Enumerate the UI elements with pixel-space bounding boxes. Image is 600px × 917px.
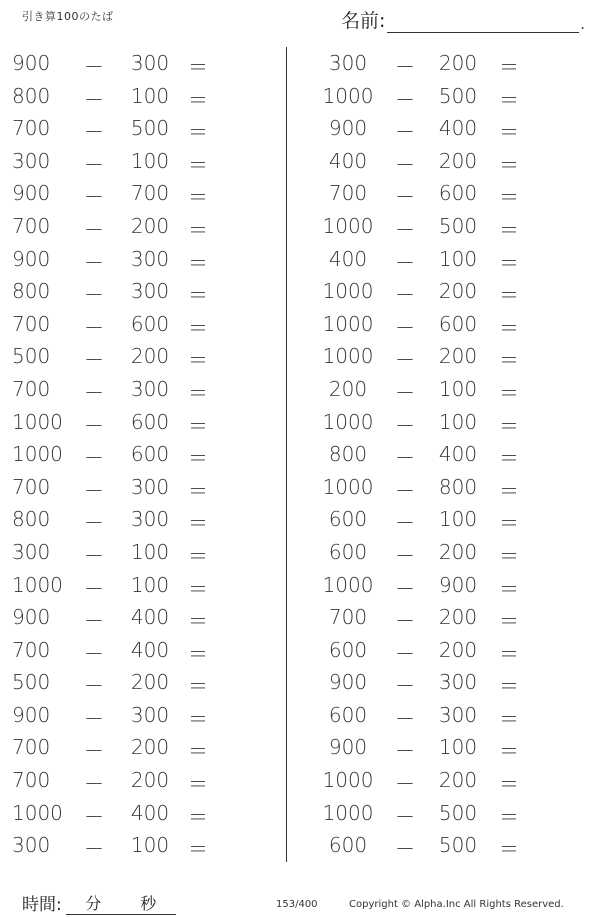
problem-row	[320, 438, 590, 471]
subtrahend: 300	[130, 279, 170, 304]
problem-row	[8, 569, 278, 602]
minuend: 600	[328, 507, 368, 532]
equals-sign: ＝	[499, 674, 519, 699]
equals-sign: ＝	[499, 87, 519, 112]
problem-row	[8, 47, 278, 80]
minuend: 1000	[322, 474, 374, 499]
minuend: 900	[12, 51, 51, 75]
equals-sign: ＝	[499, 478, 519, 503]
equals-sign: ＝	[499, 185, 519, 210]
subtrahend: 100	[438, 409, 478, 434]
minus-sign: －	[395, 348, 415, 373]
problem-row	[320, 666, 590, 699]
minuend: 1000	[322, 279, 374, 304]
minus-sign: －	[84, 87, 104, 112]
subtrahend: 100	[438, 735, 478, 760]
problem-row	[8, 601, 278, 634]
equals-sign: ＝	[188, 380, 208, 405]
minus-sign: －	[395, 87, 415, 112]
minuend: 1000	[12, 409, 63, 434]
minus-sign: －	[84, 120, 104, 145]
equals-sign: ＝	[188, 120, 208, 145]
equals-sign: ＝	[499, 55, 519, 79]
equals-sign: ＝	[499, 250, 519, 275]
right-problem-column	[320, 47, 590, 862]
problem-row	[8, 210, 278, 243]
subtrahend: 100	[438, 376, 478, 401]
problem-row	[320, 764, 590, 797]
minus-sign: －	[84, 152, 104, 177]
equals-sign: ＝	[188, 152, 208, 177]
minuend: 1000	[12, 800, 63, 825]
minuend: 700	[328, 181, 368, 206]
subtrahend: 200	[130, 213, 170, 238]
minus-sign: －	[84, 380, 104, 405]
subtrahend: 100	[438, 507, 478, 532]
minuend: 600	[328, 833, 368, 858]
minus-sign: －	[84, 283, 104, 308]
subtrahend: 100	[130, 833, 170, 858]
minus-sign: －	[395, 283, 415, 308]
subtrahend: 200	[130, 768, 170, 793]
problem-row	[8, 145, 278, 178]
minus-sign: －	[395, 772, 415, 797]
minus-sign: －	[84, 250, 104, 275]
minuend: 700	[12, 735, 51, 760]
minus-sign: －	[395, 674, 415, 699]
minuend: 900	[12, 181, 51, 206]
equals-sign: ＝	[188, 772, 208, 797]
minuend: 500	[12, 344, 51, 369]
minus-sign: －	[395, 55, 415, 79]
minuend: 1000	[12, 442, 63, 467]
minuend: 600	[328, 539, 368, 564]
problem-row	[8, 699, 278, 732]
minuend: 1000	[322, 409, 374, 434]
subtrahend: 200	[130, 735, 170, 760]
problem-row	[8, 243, 278, 276]
problem-row	[320, 145, 590, 178]
subtrahend: 100	[130, 148, 170, 173]
subtrahend: 500	[438, 213, 478, 238]
equals-sign: ＝	[188, 413, 208, 438]
equals-sign: ＝	[499, 152, 519, 177]
problem-row	[320, 601, 590, 634]
minus-sign: －	[84, 804, 104, 829]
subtrahend: 800	[438, 474, 478, 499]
problem-row	[320, 829, 590, 862]
subtrahend: 300	[130, 376, 170, 401]
subtrahend: 900	[438, 572, 478, 597]
minus-sign: －	[84, 543, 104, 568]
minus-sign: －	[84, 217, 104, 242]
minuend: 900	[328, 735, 368, 760]
minus-sign: －	[395, 413, 415, 438]
equals-sign: ＝	[499, 380, 519, 405]
problem-row	[8, 536, 278, 569]
problem-row	[320, 797, 590, 830]
problem-row	[8, 373, 278, 406]
subtrahend: 600	[438, 181, 478, 206]
equals-sign: ＝	[499, 772, 519, 797]
equals-sign: ＝	[188, 217, 208, 242]
problem-row	[8, 308, 278, 341]
name-blank-line[interactable]	[387, 12, 579, 33]
equals-sign: ＝	[499, 283, 519, 308]
minuend: 800	[328, 442, 368, 467]
problem-row	[8, 340, 278, 373]
minus-sign: －	[84, 739, 104, 764]
problem-row	[8, 764, 278, 797]
problem-row	[320, 731, 590, 764]
subtrahend: 200	[438, 51, 478, 75]
minuend: 700	[12, 311, 51, 336]
problem-row	[8, 112, 278, 145]
equals-sign: ＝	[188, 804, 208, 829]
minuend: 700	[12, 768, 51, 793]
minuend: 800	[12, 507, 51, 532]
subtrahend: 200	[438, 279, 478, 304]
problem-row	[320, 634, 590, 667]
subtrahend: 400	[438, 442, 478, 467]
minuend: 800	[12, 83, 51, 108]
minus-sign: －	[395, 446, 415, 471]
subtrahend: 300	[130, 51, 170, 75]
problem-row	[320, 536, 590, 569]
minus-sign: －	[395, 837, 415, 862]
problem-row	[8, 177, 278, 210]
minus-sign: －	[395, 739, 415, 764]
equals-sign: ＝	[499, 739, 519, 764]
subtrahend: 100	[130, 83, 170, 108]
minus-sign: －	[395, 478, 415, 503]
minuend: 900	[12, 246, 51, 271]
equals-sign: ＝	[188, 55, 208, 79]
minuend: 300	[328, 51, 368, 75]
problem-row	[320, 80, 590, 113]
minus-sign: －	[395, 543, 415, 568]
equals-sign: ＝	[499, 543, 519, 568]
equals-sign: ＝	[188, 706, 208, 731]
equals-sign: ＝	[188, 446, 208, 471]
minus-sign: －	[395, 706, 415, 731]
problem-row	[8, 80, 278, 113]
minus-sign: －	[84, 413, 104, 438]
equals-sign: ＝	[188, 576, 208, 601]
problem-row	[320, 406, 590, 439]
equals-sign: ＝	[188, 609, 208, 634]
equals-sign: ＝	[188, 250, 208, 275]
column-divider	[286, 47, 287, 862]
minus-sign: －	[84, 609, 104, 634]
minus-sign: －	[84, 348, 104, 373]
minuend: 700	[328, 605, 368, 630]
subtrahend: 500	[130, 116, 170, 141]
minus-sign: －	[84, 315, 104, 340]
subtrahend: 200	[130, 344, 170, 369]
subtrahend: 400	[130, 605, 170, 630]
equals-sign: ＝	[188, 739, 208, 764]
minus-sign: －	[84, 446, 104, 471]
minus-sign: －	[84, 706, 104, 731]
minuend: 700	[12, 213, 51, 238]
minus-sign: －	[395, 380, 415, 405]
equals-sign: ＝	[188, 87, 208, 112]
minuend: 800	[12, 279, 51, 304]
problem-row	[8, 829, 278, 862]
subtrahend: 400	[130, 800, 170, 825]
problem-row	[8, 731, 278, 764]
equals-sign: ＝	[188, 674, 208, 699]
subtrahend: 300	[130, 507, 170, 532]
subtrahend: 200	[438, 768, 478, 793]
minus-sign: －	[395, 120, 415, 145]
problem-row	[320, 569, 590, 602]
problem-row	[8, 634, 278, 667]
minuend: 1000	[322, 344, 374, 369]
minuend: 600	[328, 702, 368, 727]
problem-row	[320, 47, 590, 80]
equals-sign: ＝	[499, 217, 519, 242]
minuend: 1000	[322, 572, 374, 597]
problem-row	[320, 308, 590, 341]
minus-sign: －	[84, 772, 104, 797]
problem-row	[320, 177, 590, 210]
subtrahend: 600	[130, 311, 170, 336]
minus-sign: －	[84, 837, 104, 862]
minus-sign: －	[84, 185, 104, 210]
problem-row	[320, 210, 590, 243]
problem-row	[320, 699, 590, 732]
equals-sign: ＝	[499, 348, 519, 373]
problem-row	[320, 112, 590, 145]
minuend: 400	[328, 148, 368, 173]
subtrahend: 300	[130, 474, 170, 499]
minus-sign: －	[395, 641, 415, 666]
time-field	[22, 890, 176, 915]
subtrahend: 600	[130, 442, 170, 467]
equals-sign: ＝	[188, 511, 208, 536]
problem-row	[8, 275, 278, 308]
minuend: 1000	[12, 572, 63, 597]
equals-sign: ＝	[499, 315, 519, 340]
equals-sign: ＝	[188, 641, 208, 666]
minuend: 300	[12, 833, 51, 858]
problem-row	[320, 243, 590, 276]
problem-row	[320, 340, 590, 373]
subtrahend: 400	[130, 637, 170, 662]
subtrahend: 500	[438, 800, 478, 825]
subtrahend: 200	[438, 148, 478, 173]
subtrahend: 200	[130, 670, 170, 695]
subtrahend: 400	[438, 116, 478, 141]
problem-row	[8, 503, 278, 536]
equals-sign: ＝	[499, 446, 519, 471]
subtrahend: 300	[130, 702, 170, 727]
time-label: 時間:	[22, 895, 62, 915]
name-field	[341, 6, 585, 33]
minuend: 1000	[322, 213, 374, 238]
problem-row	[8, 438, 278, 471]
minuend: 1000	[322, 83, 374, 108]
minuend: 500	[12, 670, 51, 695]
minus-sign: －	[395, 511, 415, 536]
time-blank-line[interactable]	[66, 891, 176, 915]
minuend: 900	[328, 670, 368, 695]
equals-sign: ＝	[499, 804, 519, 829]
problem-row	[320, 471, 590, 504]
equals-sign: ＝	[188, 348, 208, 373]
seconds-label: 秒	[140, 894, 157, 913]
minus-sign: －	[395, 576, 415, 601]
minuend: 1000	[322, 768, 374, 793]
minuend: 900	[328, 116, 368, 141]
minuend: 700	[12, 474, 51, 499]
minuend: 300	[12, 539, 51, 564]
problem-row	[8, 797, 278, 830]
worksheet-title: 引き算100のたば	[22, 10, 114, 23]
minuend: 900	[12, 702, 51, 727]
subtrahend: 300	[130, 246, 170, 271]
equals-sign: ＝	[499, 837, 519, 862]
equals-sign: ＝	[188, 283, 208, 308]
minus-sign: －	[84, 641, 104, 666]
minuend: 400	[328, 246, 368, 271]
subtrahend: 700	[130, 181, 170, 206]
subtrahend: 200	[438, 344, 478, 369]
equals-sign: ＝	[499, 641, 519, 666]
minus-sign: －	[84, 478, 104, 503]
left-problem-column	[8, 47, 278, 862]
subtrahend: 600	[130, 409, 170, 434]
subtrahend: 500	[438, 833, 478, 858]
minus-sign: －	[395, 315, 415, 340]
minus-sign: －	[395, 250, 415, 275]
minus-sign: －	[84, 674, 104, 699]
minus-sign: －	[395, 185, 415, 210]
equals-sign: ＝	[188, 185, 208, 210]
equals-sign: ＝	[499, 413, 519, 438]
subtrahend: 200	[438, 605, 478, 630]
problem-row	[320, 275, 590, 308]
minuend: 700	[12, 376, 51, 401]
minus-sign: －	[84, 55, 104, 79]
equals-sign: ＝	[499, 706, 519, 731]
problem-row	[8, 471, 278, 504]
minuend: 700	[12, 116, 51, 141]
minuend: 600	[328, 637, 368, 662]
minus-sign: －	[395, 217, 415, 242]
subtrahend: 100	[130, 539, 170, 564]
equals-sign: ＝	[188, 478, 208, 503]
subtrahend: 300	[438, 670, 478, 695]
minus-sign: －	[395, 152, 415, 177]
equals-sign: ＝	[188, 837, 208, 862]
subtrahend: 300	[438, 702, 478, 727]
equals-sign: ＝	[499, 609, 519, 634]
minuend: 200	[328, 376, 368, 401]
copyright-text: Copyright © Alpha.Inc All Rights Reserved.	[349, 899, 564, 910]
subtrahend: 500	[438, 83, 478, 108]
minus-sign: －	[84, 511, 104, 536]
problem-row	[8, 406, 278, 439]
minuend: 1000	[322, 311, 374, 336]
subtrahend: 600	[438, 311, 478, 336]
page-number: 153/400	[276, 899, 318, 910]
minus-sign: －	[84, 576, 104, 601]
name-label: 名前:	[341, 10, 386, 32]
minus-sign: －	[395, 804, 415, 829]
equals-sign: ＝	[499, 120, 519, 145]
problem-row	[320, 373, 590, 406]
equals-sign: ＝	[499, 511, 519, 536]
equals-sign: ＝	[188, 543, 208, 568]
subtrahend: 200	[438, 539, 478, 564]
minuend: 700	[12, 637, 51, 662]
problem-row	[8, 666, 278, 699]
equals-sign: ＝	[188, 315, 208, 340]
minuend: 900	[12, 605, 51, 630]
minuend: 1000	[322, 800, 374, 825]
problem-row	[320, 503, 590, 536]
subtrahend: 100	[438, 246, 478, 271]
minus-sign: －	[395, 609, 415, 634]
subtrahend: 200	[438, 637, 478, 662]
minuend: 300	[12, 148, 51, 173]
minutes-label: 分	[85, 894, 102, 913]
subtrahend: 100	[130, 572, 170, 597]
name-line-end-dot: .	[580, 17, 585, 33]
equals-sign: ＝	[499, 576, 519, 601]
